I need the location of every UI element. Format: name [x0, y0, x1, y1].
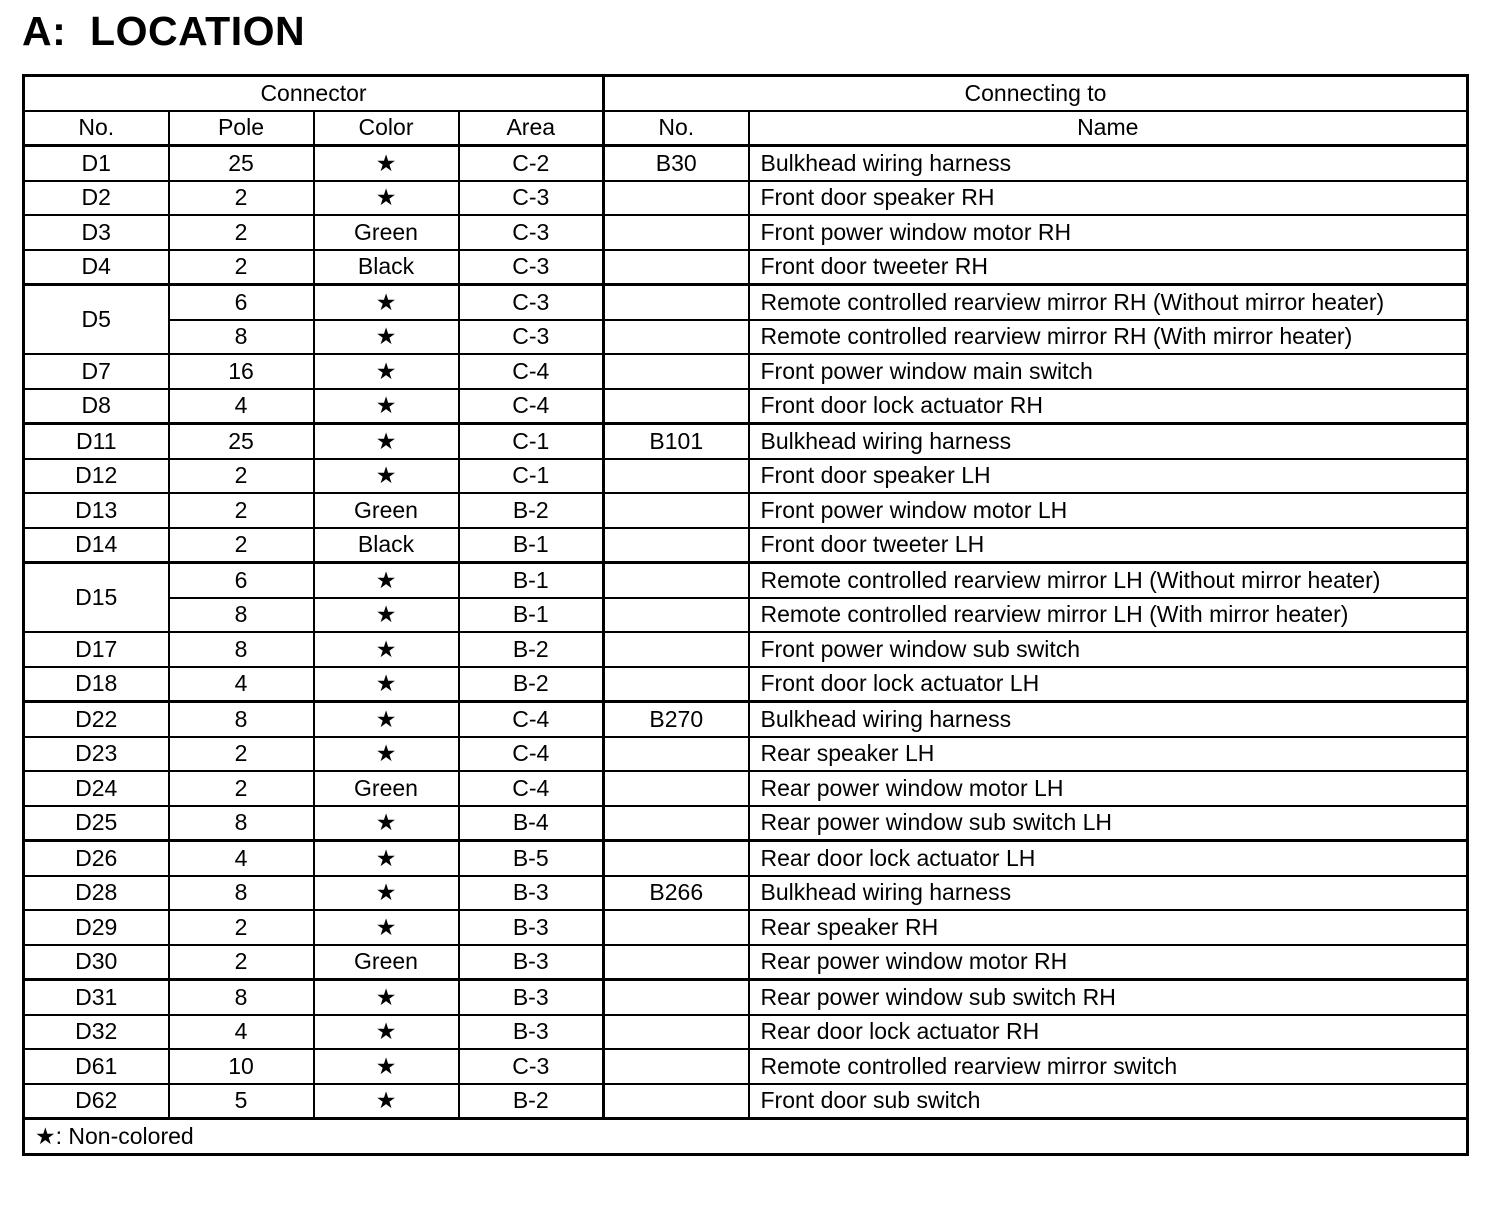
cell-connector-no: D4 [24, 250, 169, 285]
cell-name: Remote controlled rearview mirror RH (Without mirror heater) [749, 285, 1468, 320]
cell-pole: 25 [169, 424, 314, 459]
cell-name: Remote controlled rearview mirror LH (Without mirror heater) [749, 563, 1468, 598]
cell-area: B-3 [459, 945, 604, 980]
table-row [24, 667, 1468, 702]
cell-connector-no: D2 [24, 181, 169, 216]
cell-color: ★ [314, 598, 459, 633]
cell-pole: 16 [169, 354, 314, 389]
cell-area: C-3 [459, 181, 604, 216]
cell-name: Rear power window sub switch RH [749, 980, 1468, 1015]
table-row [24, 841, 1468, 876]
footnote: ★: Non-colored [24, 1119, 1468, 1155]
cell-color: Green [314, 771, 459, 806]
cell-connecting-no [604, 1049, 749, 1084]
cell-color: Green [314, 493, 459, 528]
cell-name: Rear power window motor LH [749, 771, 1468, 806]
cell-color: ★ [314, 737, 459, 772]
table-row [24, 354, 1468, 389]
cell-color: ★ [314, 1084, 459, 1119]
cell-area: B-2 [459, 667, 604, 702]
cell-connector-no: D5 [24, 285, 169, 355]
cell-name: Front door speaker RH [749, 181, 1468, 216]
table-row [24, 528, 1468, 563]
cell-connecting-no [604, 632, 749, 667]
cell-connecting-no [604, 771, 749, 806]
table-row [24, 980, 1468, 1015]
cell-color: ★ [314, 285, 459, 320]
table-row [24, 320, 1468, 355]
cell-connector-no: D32 [24, 1015, 169, 1050]
cell-color: ★ [314, 354, 459, 389]
cell-connecting-no: B266 [604, 876, 749, 911]
cell-color: ★ [314, 563, 459, 598]
cell-connecting-no [604, 354, 749, 389]
cell-connecting-no: B30 [604, 146, 749, 181]
cell-name: Bulkhead wiring harness [749, 424, 1468, 459]
cell-pole: 8 [169, 320, 314, 355]
cell-area: B-2 [459, 1084, 604, 1119]
cell-connecting-no [604, 980, 749, 1015]
table-row [24, 910, 1468, 945]
cell-color: ★ [314, 910, 459, 945]
cell-connector-no: D31 [24, 980, 169, 1015]
cell-area: B-1 [459, 563, 604, 598]
cell-color: ★ [314, 146, 459, 181]
table-row [24, 285, 1468, 320]
cell-color: Black [314, 528, 459, 563]
cell-name: Bulkhead wiring harness [749, 876, 1468, 911]
cell-connecting-no [604, 320, 749, 355]
cell-name: Remote controlled rearview mirror LH (With mirror heater) [749, 598, 1468, 633]
cell-pole: 2 [169, 945, 314, 980]
cell-color: ★ [314, 876, 459, 911]
cell-pole: 2 [169, 771, 314, 806]
col-header-name: Name [749, 111, 1468, 146]
cell-area: B-2 [459, 493, 604, 528]
cell-pole: 10 [169, 1049, 314, 1084]
cell-pole: 8 [169, 806, 314, 841]
cell-color: Green [314, 215, 459, 250]
cell-area: C-4 [459, 771, 604, 806]
cell-area: B-3 [459, 910, 604, 945]
cell-area: C-4 [459, 389, 604, 424]
cell-area: C-4 [459, 737, 604, 772]
cell-connector-no: D62 [24, 1084, 169, 1119]
cell-area: C-3 [459, 1049, 604, 1084]
cell-connecting-no [604, 493, 749, 528]
cell-connecting-no [604, 181, 749, 216]
cell-connector-no: D1 [24, 146, 169, 181]
cell-pole: 4 [169, 389, 314, 424]
cell-area: C-2 [459, 146, 604, 181]
cell-area: C-1 [459, 459, 604, 494]
cell-color: ★ [314, 667, 459, 702]
page-title: A: LOCATION [22, 8, 306, 54]
cell-color: ★ [314, 702, 459, 737]
cell-connecting-no [604, 1084, 749, 1119]
cell-color: ★ [314, 1015, 459, 1050]
table-row [24, 771, 1468, 806]
cell-pole: 8 [169, 598, 314, 633]
table-row [24, 250, 1468, 285]
cell-color: Green [314, 945, 459, 980]
cell-name: Front power window sub switch [749, 632, 1468, 667]
cell-area: B-5 [459, 841, 604, 876]
cell-name: Bulkhead wiring harness [749, 702, 1468, 737]
cell-connecting-no [604, 215, 749, 250]
cell-name: Front power window main switch [749, 354, 1468, 389]
cell-name: Rear power window motor RH [749, 945, 1468, 980]
cell-connecting-no [604, 563, 749, 598]
cell-color: ★ [314, 459, 459, 494]
cell-name: Rear door lock actuator RH [749, 1015, 1468, 1050]
cell-connecting-no [604, 910, 749, 945]
cell-area: C-3 [459, 320, 604, 355]
cell-area: C-4 [459, 702, 604, 737]
cell-pole: 4 [169, 667, 314, 702]
cell-pole: 2 [169, 528, 314, 563]
cell-area: C-3 [459, 250, 604, 285]
cell-name: Remote controlled rearview mirror RH (With mirror heater) [749, 320, 1468, 355]
table-row [24, 598, 1468, 633]
cell-area: B-4 [459, 806, 604, 841]
cell-area: C-3 [459, 215, 604, 250]
table-row [24, 737, 1468, 772]
table-row [24, 702, 1468, 737]
cell-connector-no: D15 [24, 563, 169, 633]
table-row [24, 146, 1468, 181]
cell-connector-no: D61 [24, 1049, 169, 1084]
cell-name: Rear speaker LH [749, 737, 1468, 772]
table-row [24, 563, 1468, 598]
connecting-to-group-header: Connecting to [604, 76, 1468, 111]
cell-connecting-no [604, 250, 749, 285]
cell-pole: 2 [169, 737, 314, 772]
table-row [24, 806, 1468, 841]
cell-connector-no: D11 [24, 424, 169, 459]
cell-pole: 2 [169, 459, 314, 494]
cell-area: C-3 [459, 285, 604, 320]
cell-name: Front door speaker LH [749, 459, 1468, 494]
table-row [24, 493, 1468, 528]
cell-color: Black [314, 250, 459, 285]
col-header-no: No. [24, 111, 169, 146]
cell-connecting-no: B270 [604, 702, 749, 737]
cell-name: Rear door lock actuator LH [749, 841, 1468, 876]
cell-pole: 2 [169, 250, 314, 285]
cell-name: Front door lock actuator RH [749, 389, 1468, 424]
location-table [22, 74, 1469, 1156]
cell-color: ★ [314, 632, 459, 667]
cell-connector-no: D13 [24, 493, 169, 528]
cell-area: B-1 [459, 528, 604, 563]
cell-name: Front door tweeter LH [749, 528, 1468, 563]
col-header-color: Color [314, 111, 459, 146]
cell-area: B-3 [459, 980, 604, 1015]
cell-connecting-no [604, 841, 749, 876]
cell-color: ★ [314, 806, 459, 841]
cell-connector-no: D12 [24, 459, 169, 494]
table-row [24, 215, 1468, 250]
cell-connecting-no [604, 667, 749, 702]
cell-connecting-no [604, 806, 749, 841]
cell-connecting-no: B101 [604, 424, 749, 459]
table-row [24, 1049, 1468, 1084]
cell-pole: 8 [169, 980, 314, 1015]
cell-pole: 8 [169, 876, 314, 911]
cell-pole: 6 [169, 563, 314, 598]
cell-pole: 2 [169, 493, 314, 528]
footnote-row [24, 1119, 1468, 1155]
cell-area: C-1 [459, 424, 604, 459]
cell-pole: 5 [169, 1084, 314, 1119]
cell-color: ★ [314, 424, 459, 459]
table-row [24, 424, 1468, 459]
cell-connecting-no [604, 459, 749, 494]
cell-color: ★ [314, 841, 459, 876]
cell-color: ★ [314, 389, 459, 424]
cell-name: Bulkhead wiring harness [749, 146, 1468, 181]
cell-pole: 8 [169, 632, 314, 667]
cell-color: ★ [314, 181, 459, 216]
table-row [24, 389, 1468, 424]
cell-connector-no: D25 [24, 806, 169, 841]
cell-pole: 8 [169, 702, 314, 737]
cell-connecting-no [604, 945, 749, 980]
cell-area: B-3 [459, 1015, 604, 1050]
cell-connector-no: D28 [24, 876, 169, 911]
cell-connecting-no [604, 737, 749, 772]
cell-name: Front door tweeter RH [749, 250, 1468, 285]
cell-connecting-no [604, 598, 749, 633]
table-row [24, 945, 1468, 980]
cell-name: Front power window motor RH [749, 215, 1468, 250]
cell-pole: 2 [169, 910, 314, 945]
group-header-row [24, 76, 1468, 111]
cell-pole: 6 [169, 285, 314, 320]
cell-name: Front power window motor LH [749, 493, 1468, 528]
cell-connector-no: D8 [24, 389, 169, 424]
cell-name: Front door lock actuator LH [749, 667, 1468, 702]
cell-name: Remote controlled rearview mirror switch [749, 1049, 1468, 1084]
cell-connecting-no [604, 1015, 749, 1050]
cell-connector-no: D29 [24, 910, 169, 945]
cell-area: B-1 [459, 598, 604, 633]
table-row [24, 1084, 1468, 1119]
cell-name: Rear speaker RH [749, 910, 1468, 945]
cell-area: C-4 [459, 354, 604, 389]
cell-connecting-no [604, 528, 749, 563]
cell-pole: 2 [169, 181, 314, 216]
cell-connector-no: D3 [24, 215, 169, 250]
cell-connector-no: D18 [24, 667, 169, 702]
table-row [24, 632, 1468, 667]
cell-connecting-no [604, 389, 749, 424]
cell-connector-no: D24 [24, 771, 169, 806]
cell-pole: 4 [169, 841, 314, 876]
cell-pole: 2 [169, 215, 314, 250]
cell-area: B-3 [459, 876, 604, 911]
cell-color: ★ [314, 980, 459, 1015]
cell-pole: 25 [169, 146, 314, 181]
cell-area: B-2 [459, 632, 604, 667]
cell-color: ★ [314, 320, 459, 355]
cell-connector-no: D14 [24, 528, 169, 563]
table-row [24, 459, 1468, 494]
col-header-to-no: No. [604, 111, 749, 146]
column-header-row [24, 111, 1468, 146]
cell-connector-no: D26 [24, 841, 169, 876]
table-row [24, 181, 1468, 216]
table-row [24, 1015, 1468, 1050]
cell-connector-no: D23 [24, 737, 169, 772]
col-header-pole: Pole [169, 111, 314, 146]
table-row [24, 876, 1468, 911]
connector-group-header: Connector [24, 76, 604, 111]
cell-connector-no: D30 [24, 945, 169, 980]
cell-connector-no: D7 [24, 354, 169, 389]
cell-name: Front door sub switch [749, 1084, 1468, 1119]
cell-connector-no: D22 [24, 702, 169, 737]
cell-name: Rear power window sub switch LH [749, 806, 1468, 841]
cell-color: ★ [314, 1049, 459, 1084]
cell-pole: 4 [169, 1015, 314, 1050]
col-header-area: Area [459, 111, 604, 146]
cell-connector-no: D17 [24, 632, 169, 667]
cell-connecting-no [604, 285, 749, 320]
